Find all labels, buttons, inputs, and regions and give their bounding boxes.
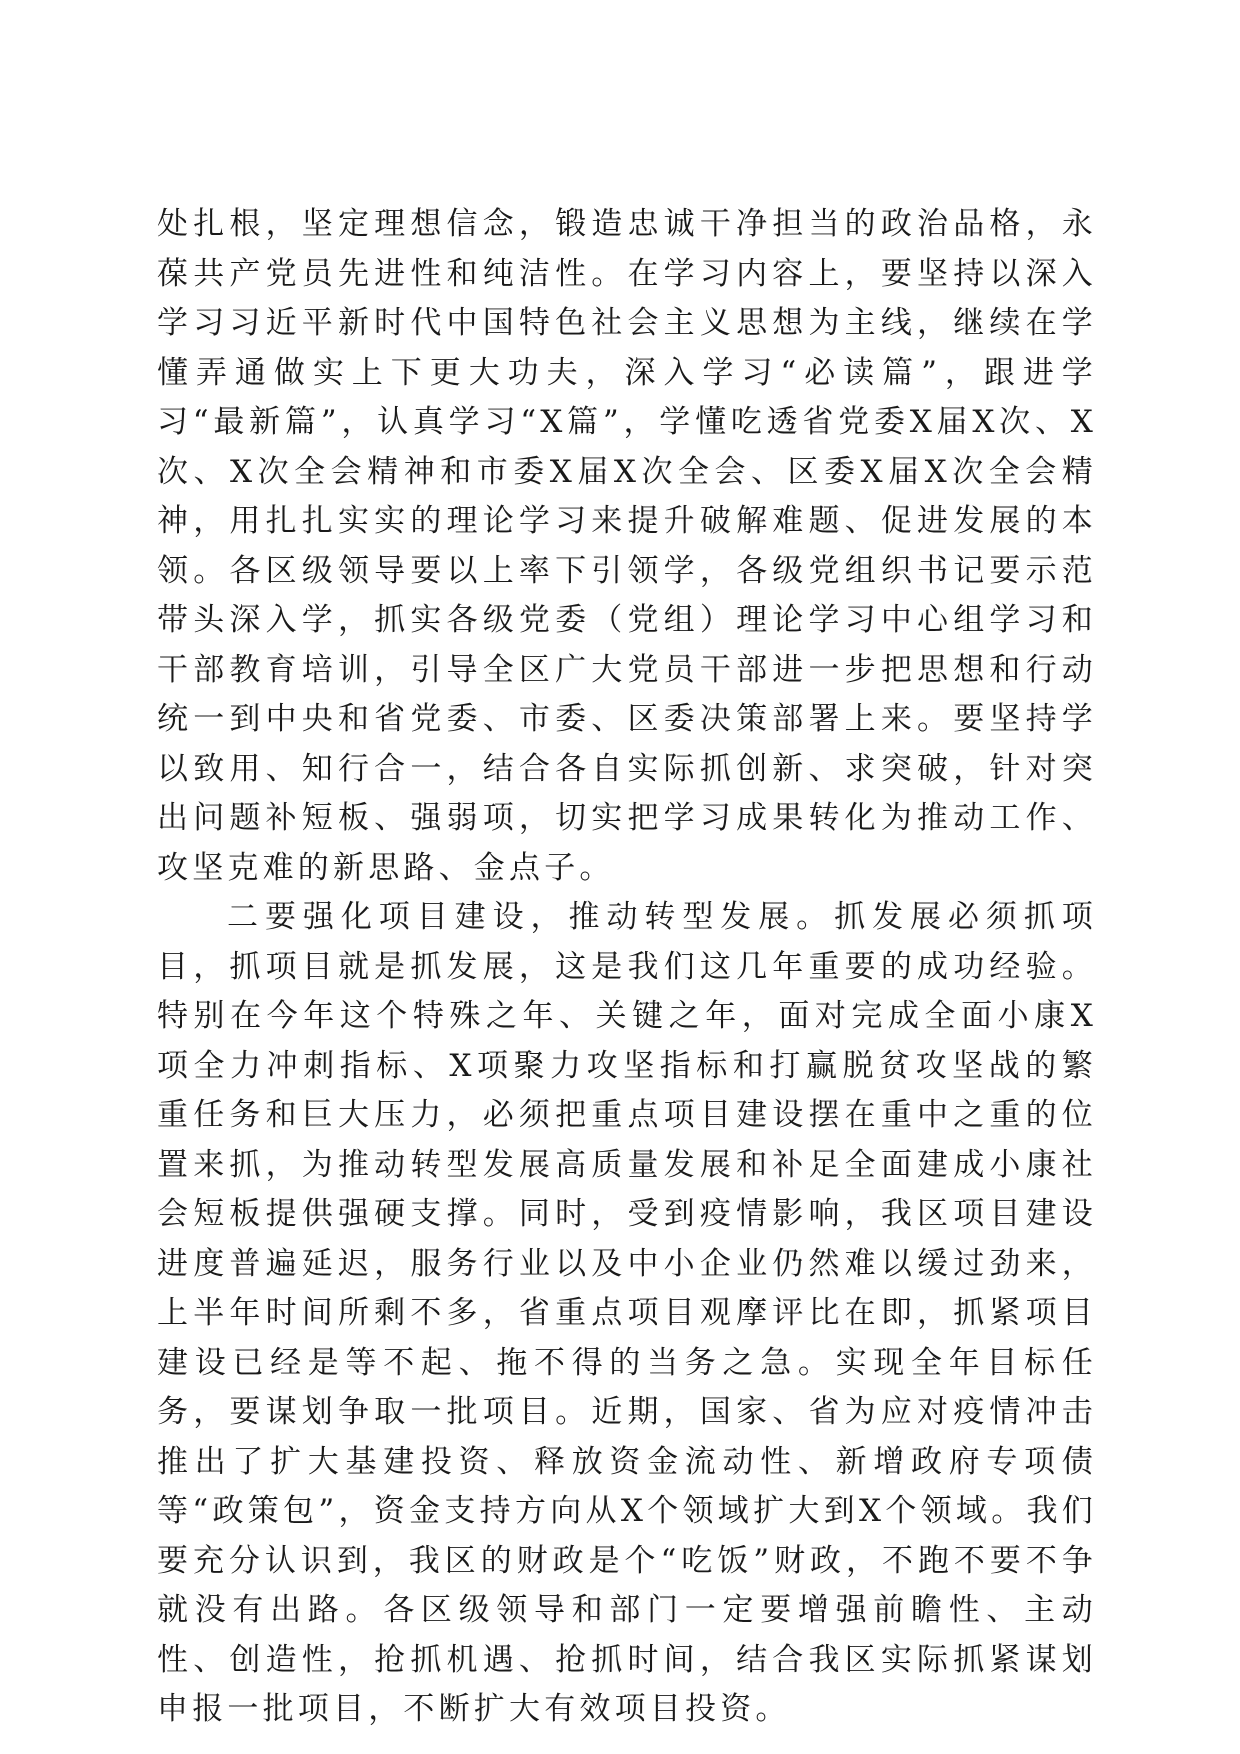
document-body — [157, 200, 1097, 1735]
paragraph-project-construction: 二要强化项目建设，推动转型发展。抓发展必须抓项目，抓项目就是抓发展，这是我们这几年重要的成功经验。特别在今年这个特殊之年、关键之年，面对完成全面小康X项全力冲刺指标、X项聚力攻坚指标和打赢脱贫攻坚战的繁重任务和巨大压力，必须把重点项目建设摆在重中之重的位置来抓，为推动转型发展高质量发展和补足全面建成小康社会短板提供强硬支撑。同时，受到疫情影响，我区项目建设进度普遍延迟，服务行业以及中小企业仍然难以缓过劲来，上半年时间所剩不多，省重点项目观摩评比在即，抓紧项目建设已经是等不起、拖不得的当务之急。实现全年目标任务，要谋划争取一批项目。近期，国家、省为应对疫情冲击推出了扩大基建投资、释放资金流动性、新增政府专项债等“政策包”，资金支持方向从X个领域扩大到X个领域。我们要充分认识到，我区的财政是个“吃饭”财政，不跑不要不争就没有出路。各区级领导和部门一定要增强前瞻性、主动性、创造性，抢抓机遇、抢抓时间，结合我区实际抓紧谋划申报一批项目，不断扩大有效项目投资。 — [157, 899, 1097, 1727]
paragraph-study-content: 处扎根，坚定理想信念，锻造忠诚干净担当的政治品格，永葆共产党员先进性和纯洁性。在学习内容上，要坚持以深入学习习近平新时代中国特色社会主义思想为主线，继续在学懂弄通做实上下更大功夫，深入学习“必读篇”，跟进学习“最新篇”，认真学习“X篇”，学懂吃透省党委X届X次、X次、X次全会精神和市委X届X次全会、区委X届X次全会精神，用扎扎实实的理论学习来提升破解难题、促进发展的本领。各区级领导要以上率下引领学，各级党组织书记要示范带头深入学，抓实各级党委（党组）理论学习中心组学习和干部教育培训，引导全区广大党员干部进一步把思想和行动统一到中央和省党委、市委、区委决策部署上来。要坚持学以致用、知行合一，结合各自实际抓创新、求突破，针对突出问题补短板、强弱项，切实把学习成果转化为推动工作、攻坚克难的新思路、金点子。 — [157, 206, 1097, 886]
